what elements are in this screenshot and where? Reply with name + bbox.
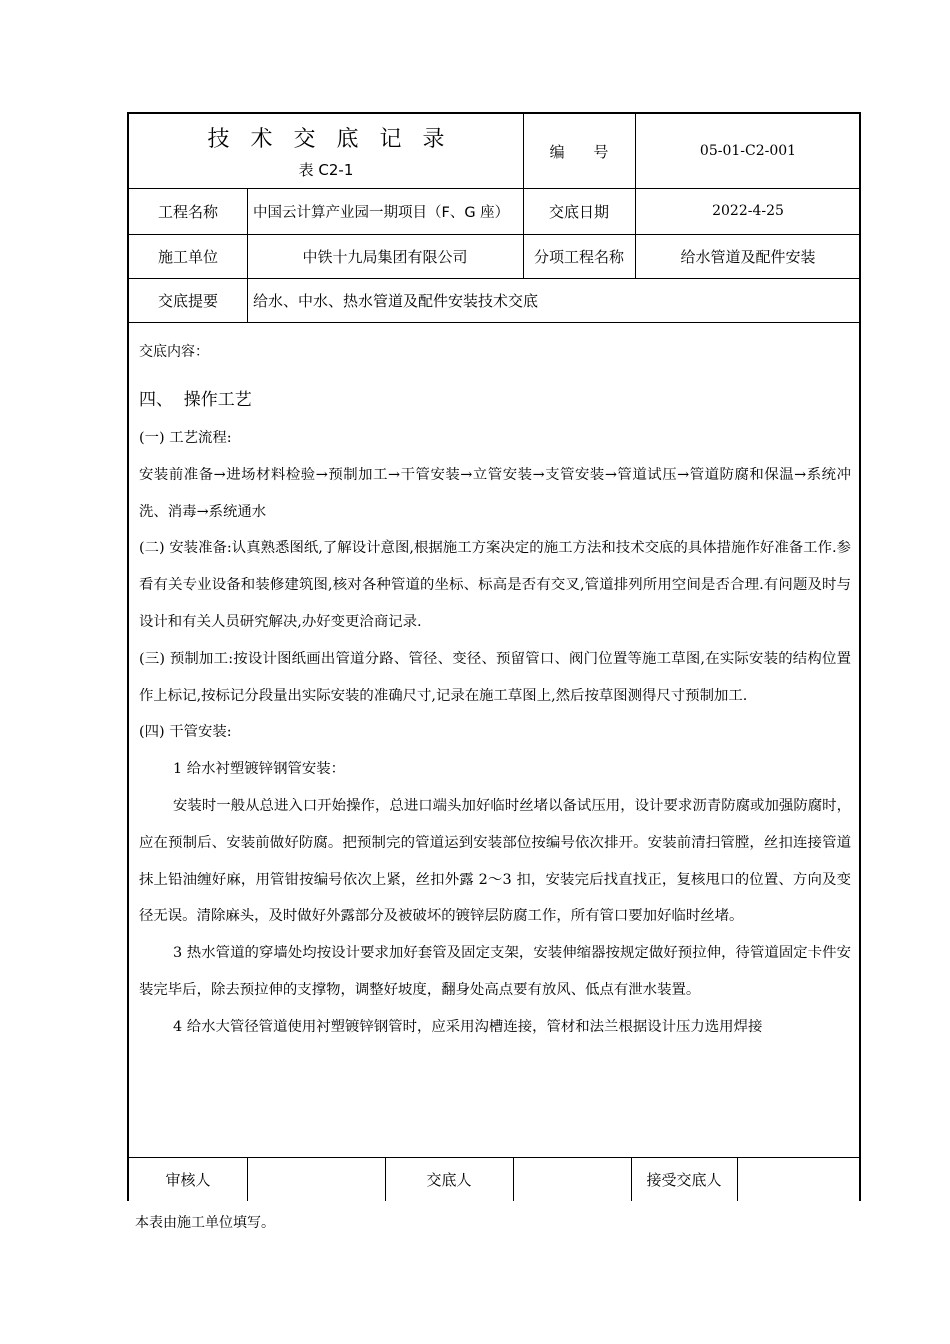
content-body	[139, 420, 851, 1046]
summary-value: 给水、中水、热水管道及配件安装技术交底	[253, 291, 539, 310]
form-code: 表 C2-1	[298, 160, 354, 179]
receiver-label: 接受交底人	[646, 1170, 722, 1189]
project-name-value: 中国云计算产业园一期项目（F、G 座）	[253, 204, 510, 221]
summary-label: 交底提要	[157, 291, 218, 310]
reviewer-field[interactable]	[247, 1157, 385, 1201]
paragraph: 安装时一般从总进入口开始操作，总进口端头加好临时丝堵以备试压用，设计要求沥青防腐或加强防腐时，应在预制后、安装前做好防腐。把预制完的管道运到安装部位按编号依次排开。安装前清扫管膛，丝扣连接管道抹上铅油缠好麻，用管钳按编号依次上紧，丝扣外露 2～3 扣，安装完后找直找正，复核甩口的位置、方向及变径无误。清除麻头，及时做好外露部分及被破坏的镀锌层防腐工作，所有管口要加好临时丝堵。	[139, 797, 851, 925]
paragraph: 4 给水大管径管道使用衬塑镀锌钢管时，应采用沟槽连接，管材和法兰根据设计压力选用焊接	[173, 1018, 763, 1035]
date-value: 2022-4-25	[712, 203, 784, 219]
discloser-label: 交底人	[426, 1170, 472, 1189]
section-heading: 四、 操作工艺	[139, 389, 252, 410]
paragraph: (四) 干管安装:	[139, 724, 232, 741]
number-label: 编 号	[549, 142, 609, 161]
content-label: 交底内容：	[139, 344, 209, 360]
paragraph: (三) 预制加工:按设计图纸画出管道分路、管径、变径、预留管口、阀门位置等施工草图,在实际安装的结构位置作上标记,按标记分段量出实际安装的准确尺寸,记录在施工草图上,然后按草图测得尺寸预制加工.	[139, 650, 851, 704]
footnote: 本表由施工单位填写。	[135, 1215, 275, 1231]
project-name-label: 工程名称	[157, 202, 218, 221]
paragraph: (二) 安装准备:认真熟悉图纸,了解设计意图,根据施工方案决定的施工方法和技术交底的具体措施作好准备工作.参看有关专业设备和装修建筑图,核对各种管道的坐标、标高是否有交叉,管道排列所用空间是否合理.有问题及时与设计和有关人员研究解决,办好变更洽商记录.	[139, 540, 851, 630]
paragraph: (一) 工艺流程:	[139, 430, 232, 446]
receiver-field[interactable]	[737, 1157, 859, 1201]
number-value: 05-01-C2-001	[699, 143, 797, 159]
row-divider	[129, 322, 859, 323]
contractor-label: 施工单位	[157, 247, 218, 266]
reviewer-label: 审核人	[165, 1170, 211, 1189]
subitem-label: 分项工程名称	[533, 247, 624, 266]
subitem-value: 给水管道及配件安装	[680, 247, 816, 266]
date-label: 交底日期	[548, 202, 609, 221]
form-title: 技术交底记录	[207, 126, 466, 152]
disclosure-form	[127, 112, 861, 1201]
paragraph: 1 给水衬塑镀锌钢管安装：	[173, 761, 346, 778]
discloser-field[interactable]	[513, 1157, 631, 1201]
contractor-value: 中铁十九局集团有限公司	[302, 247, 468, 266]
paragraph: 安装前准备→进场材料检验→预制加工→干管安装→立管安装→支管安装→管道试压→管道防腐和保温→系统冲洗、消毒→系统通水	[139, 466, 851, 520]
paragraph: 3 热水管道的穿墙处均按设计要求加好套管及固定支架，安装伸缩器按规定做好预拉伸，待管道固定卡件安装完毕后，除去预拉伸的支撑物，调整好坡度，翻身处高点要有放风、低点有泄水装置。	[139, 945, 851, 998]
